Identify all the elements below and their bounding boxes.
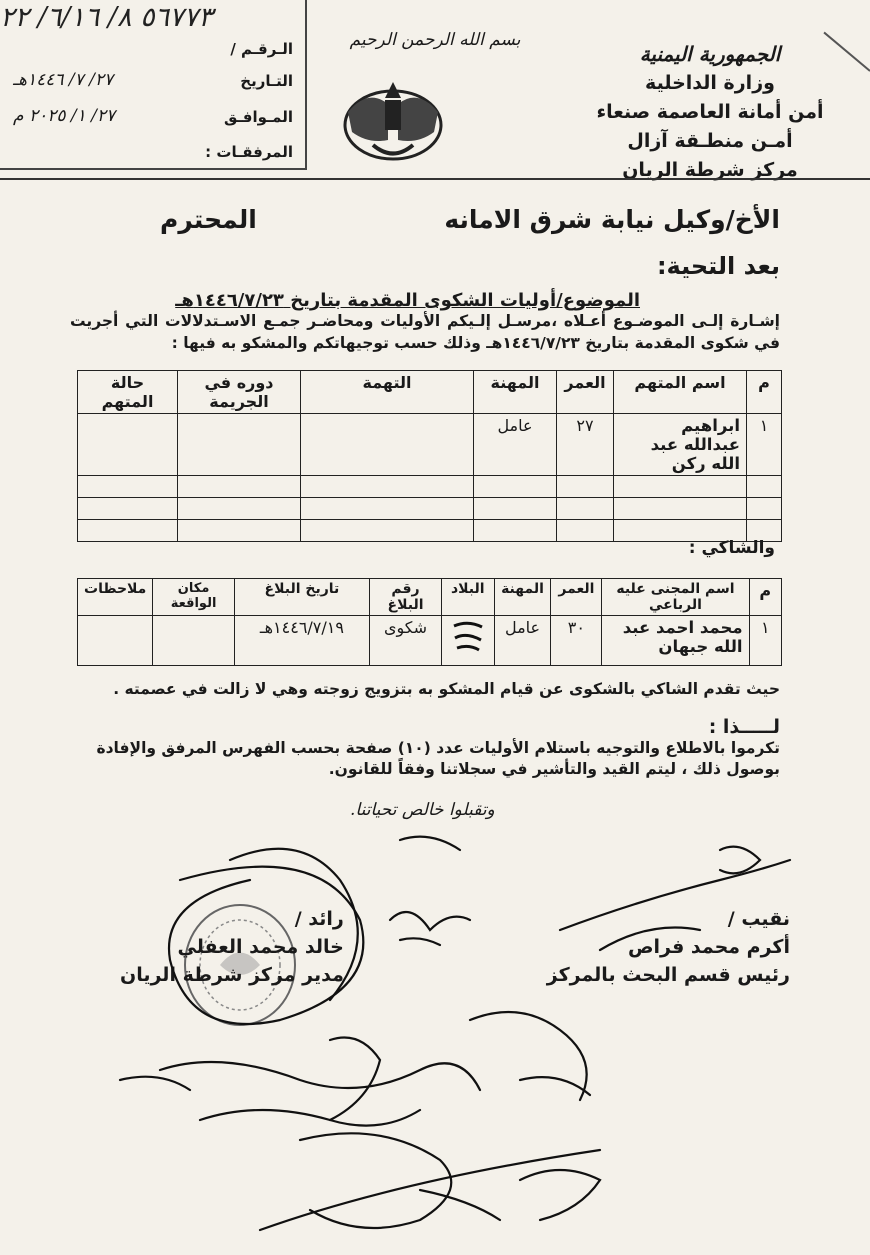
table-cell: ١ [749, 616, 781, 666]
table-cell: عامل [474, 414, 557, 476]
table-cell: محمد احمد عبد الله جبهان [602, 616, 749, 666]
col-header: التهمة [301, 371, 474, 414]
col-header: رقم البلاغ [370, 579, 442, 616]
complaint-description: حيث تقدم الشاكي بالشكوى عن قيام المشكو به بتزويج زوجته وهي لا زالت في عصمته . [113, 680, 780, 698]
signer-title: رئيس قسم البحث بالمركز [546, 964, 790, 986]
table-header-row [78, 579, 782, 616]
attach-label: المرفقـات : [205, 143, 293, 161]
corr-row [3, 108, 293, 126]
col-header: تاريخ البلاغ [234, 579, 369, 616]
table-cell: ابراهيم عبدالله عبد الله ركن [614, 414, 747, 476]
col-header: اسم المتهم [614, 371, 747, 414]
table-cell [153, 616, 234, 666]
col-header: المهنة [494, 579, 551, 616]
signer-name: أكرم محمد فراص [627, 936, 790, 958]
page-fold-line [823, 32, 870, 72]
col-header: البلاد [441, 579, 494, 616]
table-row [78, 414, 782, 476]
table-cell [301, 414, 474, 476]
intro-paragraph: إشـارة إلـى الموضـوع أعـلاه ،مرسـل إلـيكم الأوليات ومحاضـر جمـع الاسـتدلالات التي أجريت في شكوى المقدمة بتاريخ ١٤٤٦/٧/٢٣هـ وذلك حسب توجيهاتكم والمشكو به فيها : [70, 312, 780, 352]
honorific: المحترم [160, 205, 257, 234]
accused-table [77, 370, 782, 542]
handwritten-signatures-icon [0, 820, 870, 1254]
subject-line: الموضوع/أوليات الشكوى المقدمة بتاريخ ١٤٤٦/٧/٢٣هـ [175, 290, 640, 311]
republic-name: الجمهورية اليمنية [639, 42, 781, 66]
date-row [3, 72, 293, 90]
col-header: اسم المجنى عليه الرباعي [602, 579, 749, 616]
date-label: التـاريخ [240, 72, 293, 90]
date-value: ٢٧/ ٧/ ١٤٤٦هـ [13, 70, 114, 90]
signer-rank: رائد / [294, 908, 344, 930]
table-row [78, 520, 782, 542]
addressee: الأخ/وكيل نيابة شرق الامانه [444, 205, 780, 234]
table-cell: ١٤٤٦/٧/١٩هـ [234, 616, 369, 666]
col-header: مكان الواقعة [153, 579, 234, 616]
ministry-name: وزارة الداخلية [645, 72, 775, 94]
col-header: م [749, 579, 781, 616]
table-row [78, 476, 782, 498]
corr-value: ٢٧/ ١/ ٢٠٢٥ م [13, 106, 116, 126]
closing-line: وتقبلوا خالص تحياتنا. [350, 800, 495, 820]
complainant-label: والشاكي : [688, 538, 775, 558]
ref-row [3, 40, 293, 58]
table-cell [78, 414, 178, 476]
handwritten-mark-icon [451, 618, 485, 654]
header-divider [0, 178, 870, 180]
col-header: العمر [551, 579, 602, 616]
header-institution [590, 40, 830, 185]
corr-label: المـوافـق [224, 108, 293, 126]
col-header: المهنة [474, 371, 557, 414]
attach-row [3, 143, 293, 161]
zone-security: أمـن منطـقة آزال [627, 130, 793, 152]
table-header-row [78, 371, 782, 414]
col-header: حالة المتهم [78, 371, 178, 414]
col-header: دوره في الجريمة [178, 371, 301, 414]
station-name: مركز شرطة الريان [622, 159, 798, 181]
table-cell: ١ [747, 414, 782, 476]
top-reference-number: ٥٦٧٧٣ ٨/ ٦/١٦/ ٢٢ [0, 2, 213, 33]
ref-label: الـرقـم / [230, 40, 293, 58]
col-header: م [747, 371, 782, 414]
table-cell: شكوى [370, 616, 442, 666]
signer-rank: نقيب / [727, 908, 790, 930]
table-cell [178, 414, 301, 476]
table-row [78, 616, 782, 666]
capital-security: أمن أمانة العاصمة صنعاء [596, 101, 824, 123]
complainant-table [77, 578, 782, 666]
signer-title: مدير مركز شرطة الريان [120, 964, 344, 986]
table-cell: عامل [494, 616, 551, 666]
yemen-emblem-icon [338, 70, 448, 169]
table-cell [441, 616, 494, 666]
col-header: العمر [557, 371, 614, 414]
table-cell [78, 616, 153, 666]
col-header: ملاحظات [78, 579, 153, 616]
table-cell: ٢٧ [557, 414, 614, 476]
greeting: بعد التحية: [656, 252, 780, 280]
meta-box [0, 0, 307, 170]
signer-name: خالد محمد العفلي [177, 936, 344, 958]
table-cell: ٣٠ [551, 616, 602, 666]
request-paragraph: تكرموا بالاطلاع والتوجيه باستلام الأوليات عدد (١٠) صفحة بحسب الفهرس المرفق والإفادة بوصول ذلك ، ليتم القيد والتأشير في سجلاتنا وفقاً للقانون. [96, 739, 780, 778]
therefore-label: لـــــذا : [708, 716, 780, 738]
table-row [78, 498, 782, 520]
basmala: بسم الله الرحمن الرحيم [349, 30, 521, 50]
